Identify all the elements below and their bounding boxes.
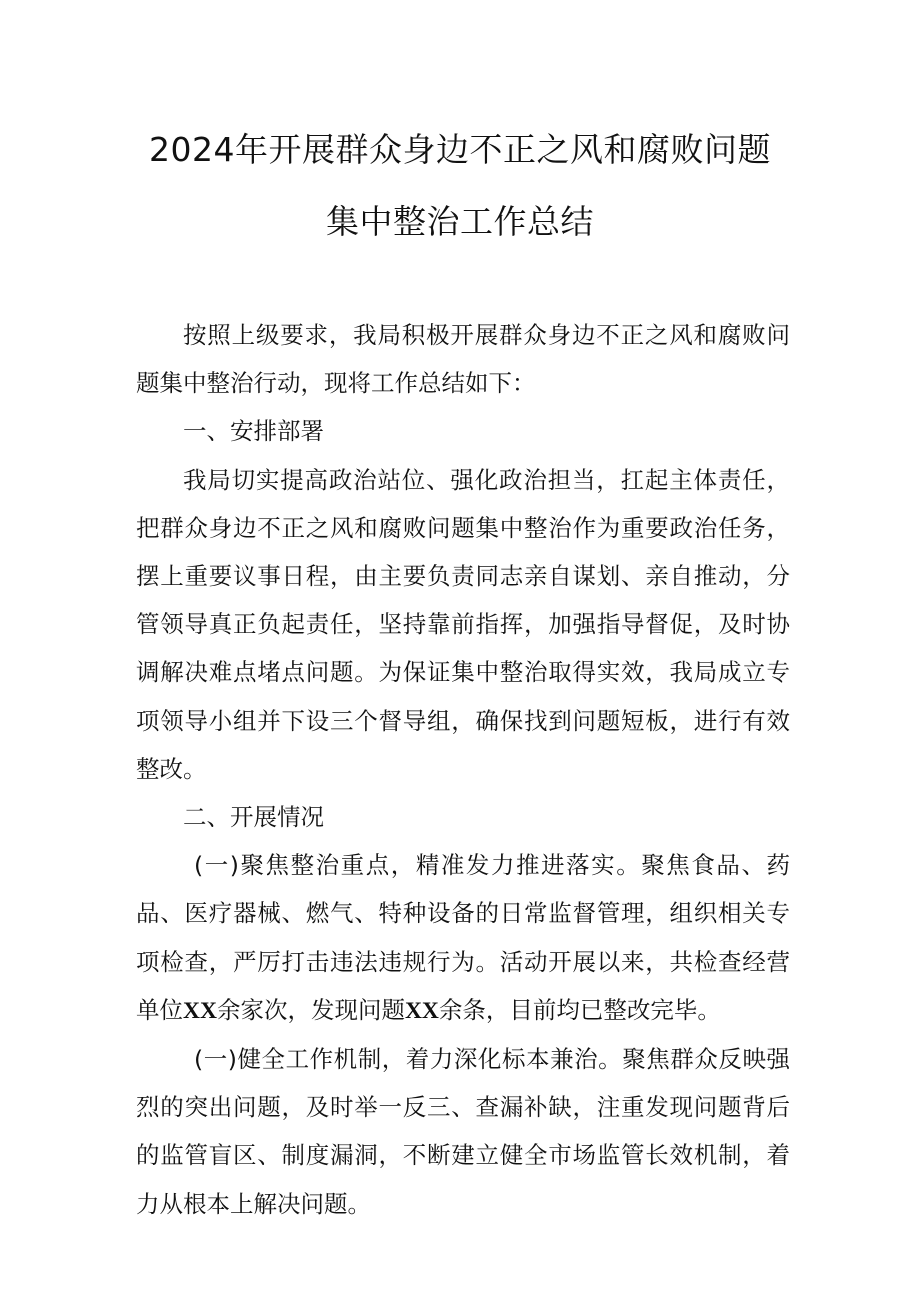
section-2-heading: 二、开展情况 <box>183 803 324 832</box>
item-1-placeholder-count-issues: XX <box>404 997 439 1024</box>
item-1-placeholder-count-units: XX <box>183 997 217 1024</box>
document-title-line-2: 集中整治工作总结 <box>326 202 594 241</box>
intro-paragraph: 按照上级要求，我局积极开展群众身边不正之风和腐败问题集中整治行动，现将工作总结如下： <box>136 321 790 398</box>
section-2-item-1 <box>136 841 790 1035</box>
item-1-text-a: (一)聚焦整治重点，精准发力推进落实。聚焦食品、药品、医疗器械、燃气、特种设备的日常监督管理，组织相关专项检查，严厉打击违法违规行为。活动开展以来，共检查经营单位 <box>136 851 790 1024</box>
item-1-text-b: 余家次，发现问题 <box>216 995 405 1024</box>
section-2-item-2: (一)健全工作机制，着力深化标本兼治。聚焦群众反映强烈的突出问题，及时举一反三、查漏补缺，注重发现问题背后的监管盲区、制度漏洞，不断建立健全市场监管长效机制，着力从根本上解决问题。 <box>136 1045 790 1218</box>
section-1-paragraph: 我局切实提高政治站位、强化政治担当，扛起主体责任，把群众身边不正之风和腐败问题集中整治作为重要政治任务，摆上重要议事日程，由主要负责同志亲自谋划、亲自推动，分管领导真正负起责任，坚持靠前指挥，加强指导督促，及时协调解决难点堵点问题。为保证集中整治取得实效，我局成立专项领导小组并下设三个督导组，确保找到问题短板，进行有效整改。 <box>136 465 790 783</box>
document-body <box>136 311 790 1228</box>
item-1-text-c: 余条，目前均已整改完毕。 <box>438 995 721 1024</box>
section-1-heading: 一、安排部署 <box>183 417 324 446</box>
document-title-line-1: 2024年开展群众身边不正之风和腐败问题 <box>149 130 771 169</box>
